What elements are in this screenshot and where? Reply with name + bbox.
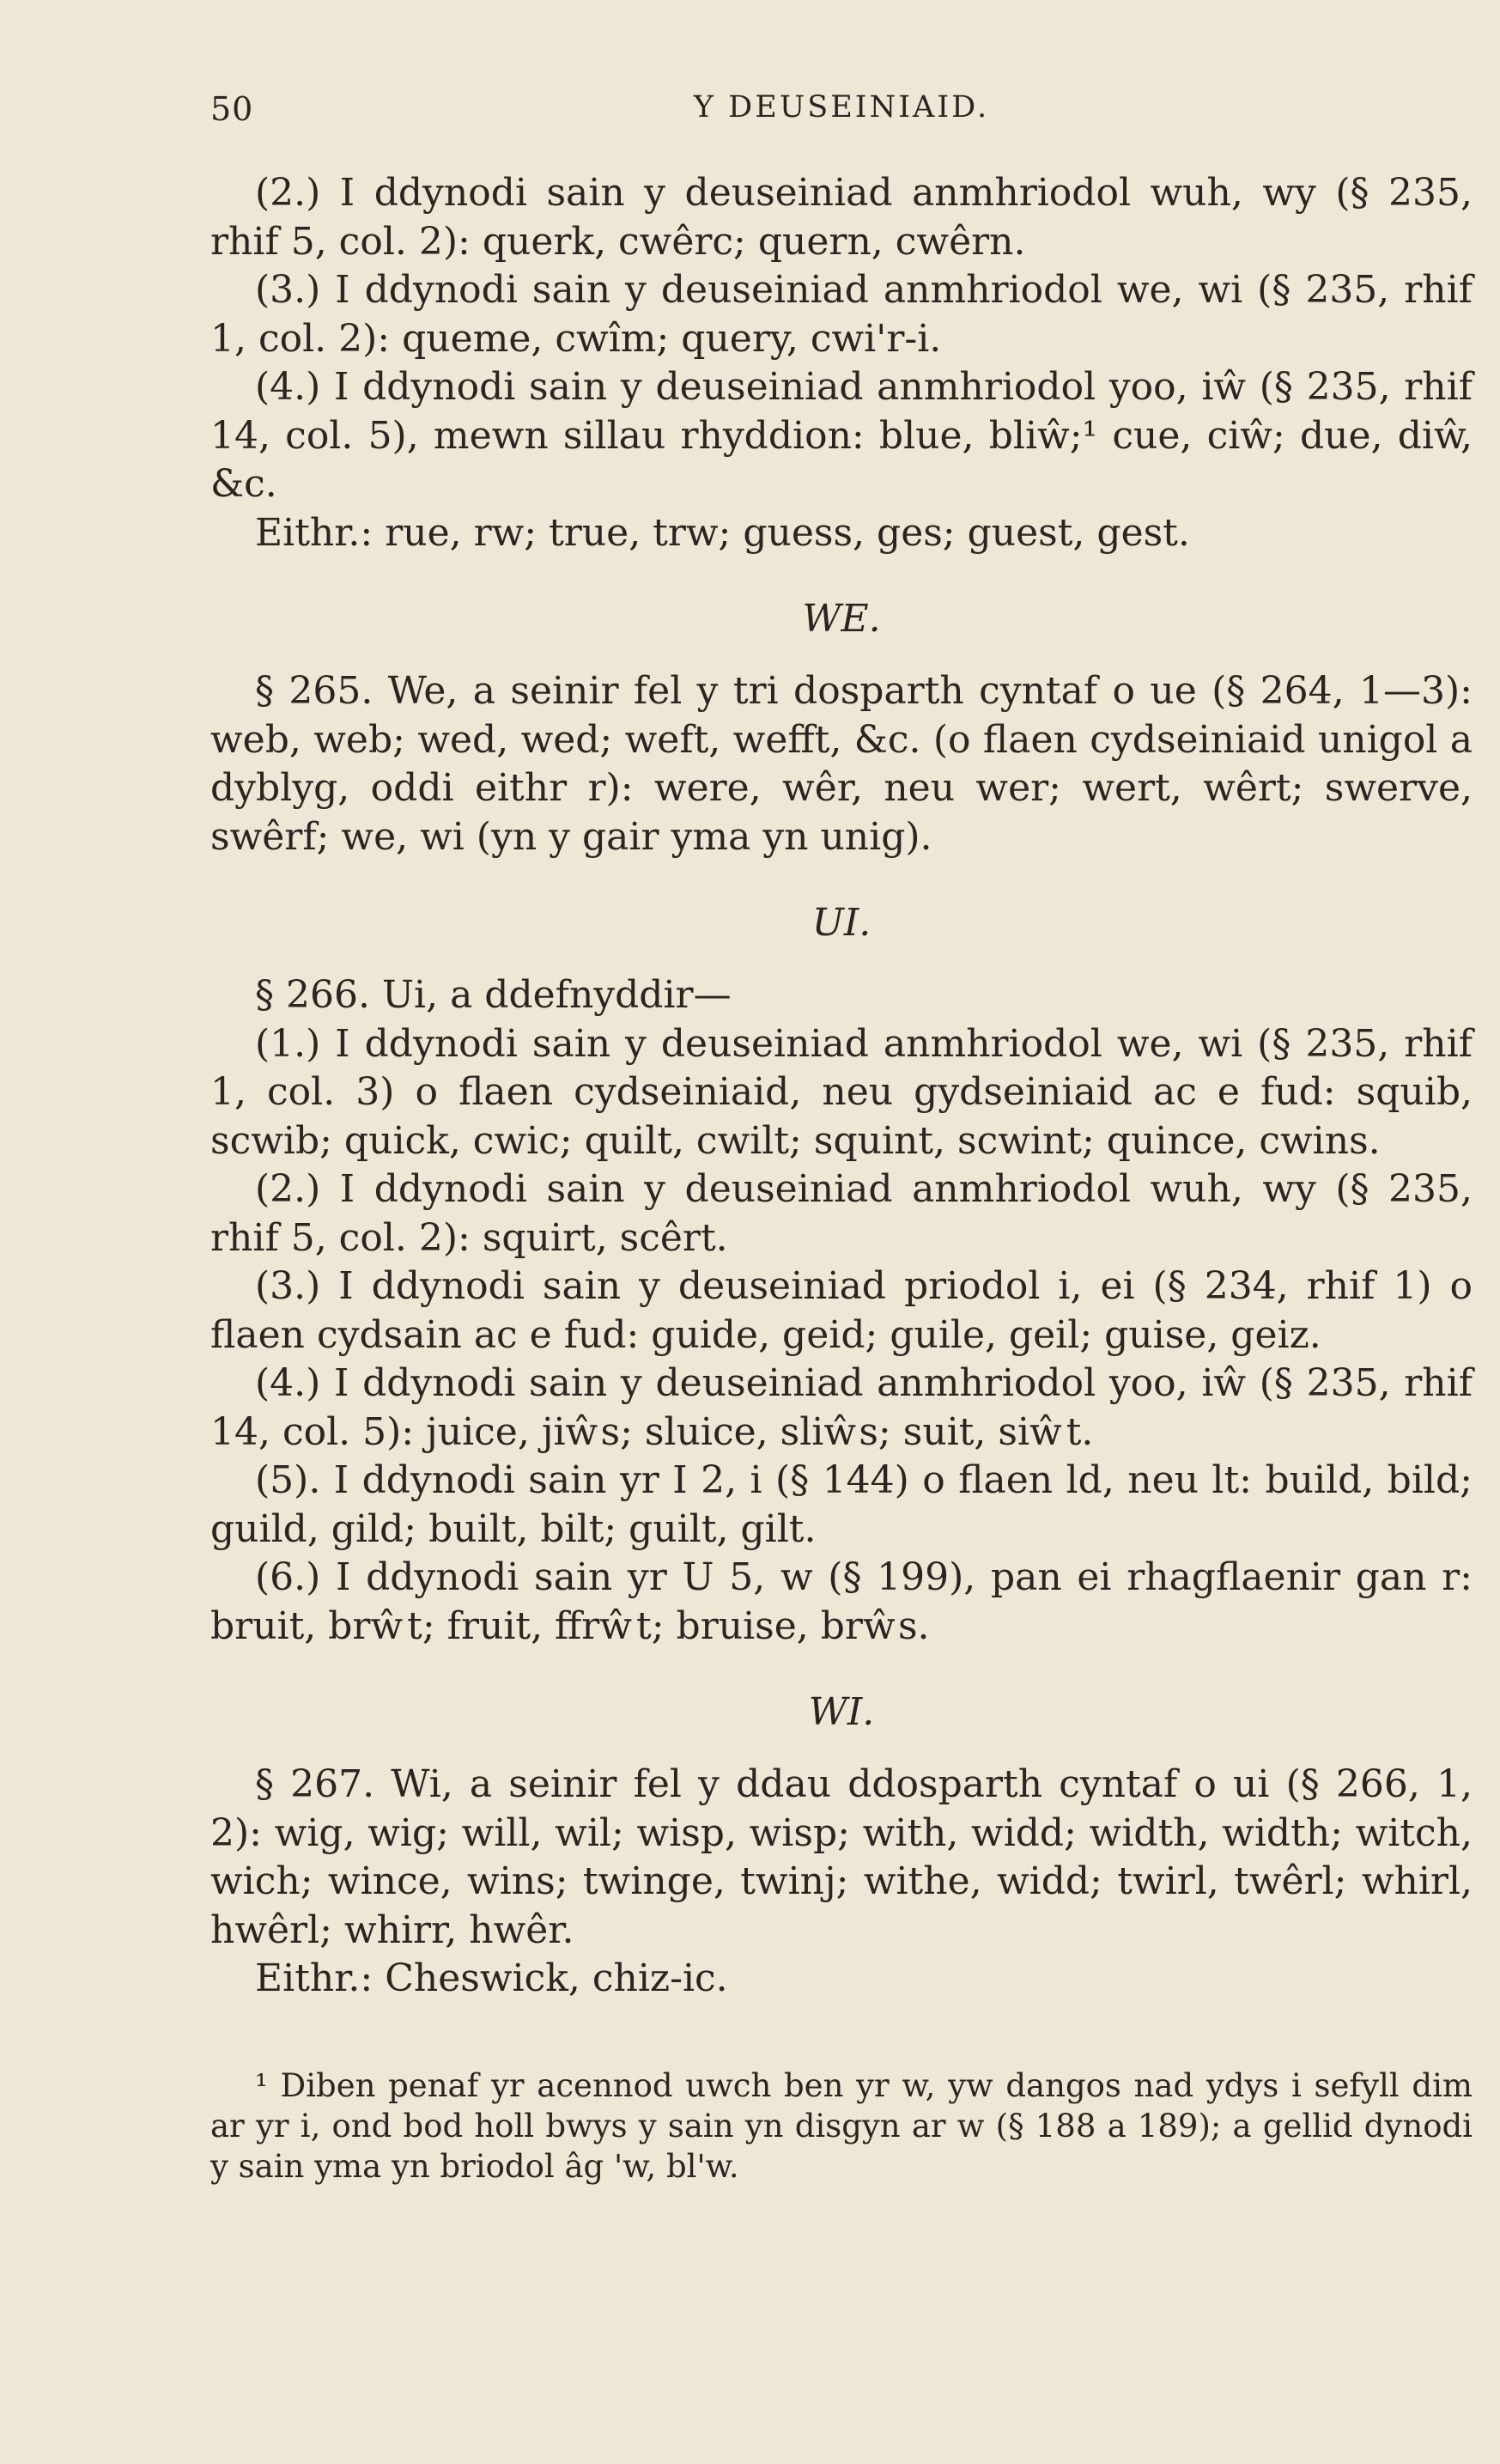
intro-paragraph-eithr: Eithr.: rue, rw; true, trw; guess, ges; guest, gest. (255, 510, 1190, 555)
paragraph-266-4: (4.) I ddynodi sain y deuseiniad anmhriodol yoo, iŵ (§ 235, rhif 14, col. 5): juice, jiŵs; sluice, sliŵs; suit, siŵt. (210, 1361, 1473, 1454)
paragraph-266-6: (6.) I ddynodi sain yr U 5, w (§ 199), pan ei rhagflaenir gan r: bruit, brŵt; fruit, ffrŵt; bruise, brŵs. (210, 1555, 1473, 1648)
page-number: 50 (210, 90, 254, 128)
section-heading-ui: UI. (811, 901, 871, 945)
paragraph-266-3: (3.) I ddynodi sain y deuseiniad priodol i, ei (§ 234, rhif 1) o flaen cydsain ac e fud: guide, geid; guile, geil; guise, geiz. (210, 1264, 1473, 1357)
intro-paragraph-2: (2.) I ddynodi sain y deuseiniad anmhriodol wuh, wy (§ 235, rhif 5, col. 2): querk, cwêrc; quern, cwêrn. (210, 171, 1473, 264)
paragraph-266-1: (1.) I ddynodi sain y deuseiniad anmhriodol we, wi (§ 235, rhif 1, col. 3) o flaen cydseiniaid, neu gydseiniaid ac e fud: squib, scwib; quick, cwic; quilt, cwilt; squint, scwint; quince, cwins. (210, 1021, 1473, 1163)
section-heading-we: WE. (802, 597, 881, 641)
paragraph-266-5: (5). I ddynodi sain yr I 2, i (§ 144) o flaen ld, neu lt: build, bild; guild, gild; built, bilt; guilt, gilt. (210, 1458, 1473, 1551)
paragraph-265: § 265. We, a seinir fel y tri dosparth cyntaf o ue (§ 264, 1—3): web, web; wed, wed; weft, wefft, &c. (o flaen cydseiniaid unigol a dyblyg, oddi eithr r): were, wêr, neu wer; wert, wêrt; swerve, swêrf; we, wi (yn y gair yma yn unig). (210, 669, 1473, 859)
running-header (210, 90, 1473, 142)
paragraph-266: § 266. Ui, a ddefnyddir— (255, 973, 732, 1017)
running-title: Y DEUSEINIAID. (693, 90, 990, 125)
intro-paragraph-4: (4.) I ddynodi sain y deuseiniad anmhriodol yoo, iŵ (§ 235, rhif 14, col. 5), mewn sillau rhyddion: blue, bliŵ;¹ cue, ciŵ; due, diŵ, &c. (210, 365, 1473, 506)
intro-paragraph-3: (3.) I ddynodi sain y deuseiniad anmhriodol we, wi (§ 235, rhif 1, col. 2): queme, cwîm; query, cwi'r-i. (210, 268, 1473, 361)
footnote: ¹ Diben penaf yr acennod uwch ben yr w, yw dangos nad ydys i sefyll dim ar yr i, ond bod holl bwys y sain yn disgyn ar w (§ 188 a 189); a gellid dynodi y sain yma yn briodol âg 'w, bl'w. (210, 2066, 1473, 2185)
section-heading-wi: WI. (808, 1690, 875, 1734)
paragraph-267-eithr: Eithr.: Cheswick, chiz-ic. (255, 1956, 728, 2000)
paragraph-267: § 267. Wi, a seinir fel y ddau ddosparth cyntaf o ui (§ 266, 1, 2): wig, wig; will, wil; wisp, wisp; with, widd; width, width; witch, wich; wince, wins; twinge, twinj; withe, widd; twirl, twêrl; whirl, hwêrl; whirr, hwêr. (210, 1762, 1473, 1952)
paragraph-266-2: (2.) I ddynodi sain y deuseiniad anmhriodol wuh, wy (§ 235, rhif 5, col. 2): squirt, scêrt. (210, 1167, 1473, 1260)
